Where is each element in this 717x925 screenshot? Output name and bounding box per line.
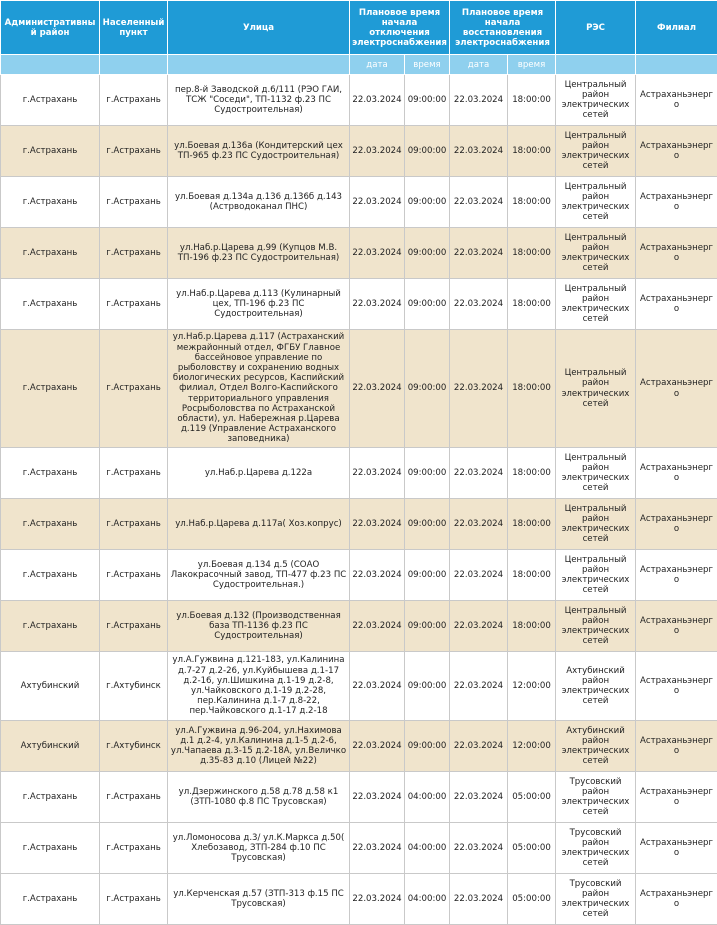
cell-street: пер.8-й Заводской д.6/111 (РЭО ГАИ, ТСЖ "Соседи", ТП-1132 ф.23 ПС Судостроительная) [168,75,350,126]
table-row [1,75,717,126]
cell-on-time: 18:00:00 [508,279,556,330]
table-row [1,177,717,228]
subheader-on-time: время [508,55,556,75]
cell-on-time: 18:00:00 [508,499,556,550]
cell-on-time: 18:00:00 [508,550,556,601]
cell-district: г.Астрахань [1,279,100,330]
cell-on-date: 22.03.2024 [450,448,508,499]
cell-street: ул.Боевая д.134 д.5 (СОАО Лакокрасочный завод, ТП-477 ф.23 ПС Судостроительная.) [168,550,350,601]
cell-on-time: 18:00:00 [508,126,556,177]
header-district: Административный район [1,1,100,55]
cell-locality: г.Астрахань [100,601,168,652]
cell-on-date: 22.03.2024 [450,601,508,652]
cell-branch: Астраханьэнерго [636,874,717,925]
cell-off-time: 04:00:00 [405,823,450,874]
cell-district: г.Астрахань [1,823,100,874]
subheader-row [1,55,717,75]
cell-locality: г.Астрахань [100,330,168,448]
cell-street: ул.Наб.р.Царева д.122а [168,448,350,499]
cell-res: Центральный район электрических сетей [556,75,636,126]
cell-locality: г.Астрахань [100,126,168,177]
subheader-on-date: дата [450,55,508,75]
table-header [1,1,717,75]
cell-district: г.Астрахань [1,330,100,448]
cell-district: г.Астрахань [1,499,100,550]
subheader-blank [1,55,100,75]
cell-off-time: 09:00:00 [405,330,450,448]
cell-branch: Астраханьэнерго [636,330,717,448]
table-row [1,772,717,823]
cell-on-time: 12:00:00 [508,652,556,721]
cell-off-time: 09:00:00 [405,448,450,499]
subheader-blank [168,55,350,75]
cell-on-date: 22.03.2024 [450,228,508,279]
cell-district: Ахтубинский [1,652,100,721]
cell-off-date: 22.03.2024 [350,330,405,448]
cell-district: г.Астрахань [1,874,100,925]
table-row [1,823,717,874]
cell-district: г.Астрахань [1,772,100,823]
cell-branch: Астраханьэнерго [636,652,717,721]
cell-on-time: 18:00:00 [508,177,556,228]
cell-res: Центральный район электрических сетей [556,601,636,652]
header-locality: Населенный пункт [100,1,168,55]
cell-on-time: 05:00:00 [508,874,556,925]
subheader-blank [636,55,717,75]
cell-on-date: 22.03.2024 [450,330,508,448]
header-off-time: Плановое время начала отключения электроснабжения [350,1,450,55]
cell-off-date: 22.03.2024 [350,874,405,925]
cell-locality: г.Астрахань [100,499,168,550]
cell-locality: г.Астрахань [100,279,168,330]
cell-street: ул.Наб.р.Царева д.117 (Астраханский межрайонный отдел, ФГБУ Главное бассейновое управление по рыболовству и сохранению водных биологических ресурсов, Каспийский филиал, Отдел Волго-Каспийского территориального управления Росрыболовства по Астраханской области), ул. Набережная р.Царева д.119 (Управление Астраханского заповедника) [168,330,350,448]
header-restore-time: Плановое время начала восстановления электроснабжения [450,1,556,55]
cell-off-time: 09:00:00 [405,721,450,772]
cell-res: Центральный район электрических сетей [556,330,636,448]
cell-res: Центральный район электрических сетей [556,550,636,601]
cell-locality: г.Астрахань [100,823,168,874]
cell-off-time: 09:00:00 [405,228,450,279]
table-row [1,874,717,925]
cell-off-date: 22.03.2024 [350,228,405,279]
cell-off-time: 09:00:00 [405,499,450,550]
table-row [1,550,717,601]
header-branch: Филиал [636,1,717,55]
cell-branch: Астраханьэнерго [636,177,717,228]
cell-street: ул.Наб.р.Царева д.117а( Хоз.копрус) [168,499,350,550]
cell-on-time: 05:00:00 [508,772,556,823]
subheader-blank [556,55,636,75]
cell-off-date: 22.03.2024 [350,823,405,874]
cell-district: Ахтубинский [1,721,100,772]
table-row [1,126,717,177]
cell-off-date: 22.03.2024 [350,279,405,330]
cell-street: ул.Наб.р.Царева д.113 (Кулинарный цех, ТП-196 ф.23 ПС Судостроительная) [168,279,350,330]
table-row [1,330,717,448]
cell-on-date: 22.03.2024 [450,126,508,177]
cell-district: г.Астрахань [1,177,100,228]
cell-on-date: 22.03.2024 [450,177,508,228]
cell-off-time: 09:00:00 [405,652,450,721]
cell-branch: Астраханьэнерго [636,75,717,126]
cell-off-date: 22.03.2024 [350,177,405,228]
cell-locality: г.Ахтубинск [100,721,168,772]
cell-off-time: 09:00:00 [405,601,450,652]
cell-off-time: 09:00:00 [405,126,450,177]
table-row [1,448,717,499]
cell-street: ул.Боевая д.136а (Кондитерский цех ТП-965 ф.23 ПС Судостроительная) [168,126,350,177]
cell-res: Центральный район электрических сетей [556,126,636,177]
table-row [1,652,717,721]
cell-off-date: 22.03.2024 [350,126,405,177]
header-street: Улица [168,1,350,55]
cell-on-time: 18:00:00 [508,228,556,279]
cell-off-date: 22.03.2024 [350,652,405,721]
cell-off-date: 22.03.2024 [350,721,405,772]
cell-locality: г.Астрахань [100,228,168,279]
cell-on-time: 18:00:00 [508,601,556,652]
cell-off-time: 09:00:00 [405,75,450,126]
cell-res: Трусовский район электрических сетей [556,772,636,823]
table-row [1,601,717,652]
subheader-off-time: время [405,55,450,75]
cell-street: ул.А.Гужвина д.121-183, ул.Калинина д.7-27 д.2-26, ул.Куйбышева д.1-17 д.2-16, ул.Шишкина д.1-19 д.2-8, ул.Чайковского д.1-19 д.2-28, пер.Калинина д.1-7 д.8-22, пер.Чайковского д.1-17 д.2-18 [168,652,350,721]
cell-branch: Астраханьэнерго [636,499,717,550]
cell-on-date: 22.03.2024 [450,874,508,925]
cell-street: ул.Боевая д.134а д.136 д.136б д.143 (Астрводоканал ПНС) [168,177,350,228]
cell-branch: Астраханьэнерго [636,448,717,499]
cell-locality: г.Астрахань [100,550,168,601]
table-row [1,228,717,279]
cell-branch: Астраханьэнерго [636,279,717,330]
cell-district: г.Астрахань [1,228,100,279]
cell-res: Трусовский район электрических сетей [556,874,636,925]
cell-branch: Астраханьэнерго [636,721,717,772]
cell-on-date: 22.03.2024 [450,550,508,601]
cell-on-date: 22.03.2024 [450,499,508,550]
cell-off-date: 22.03.2024 [350,499,405,550]
cell-on-time: 18:00:00 [508,448,556,499]
cell-district: г.Астрахань [1,126,100,177]
cell-off-time: 09:00:00 [405,279,450,330]
cell-off-time: 04:00:00 [405,874,450,925]
header-res: РЭС [556,1,636,55]
cell-res: Центральный район электрических сетей [556,177,636,228]
cell-res: Ахтубинский район электрических сетей [556,721,636,772]
cell-locality: г.Астрахань [100,874,168,925]
cell-on-time: 18:00:00 [508,330,556,448]
cell-branch: Астраханьэнерго [636,126,717,177]
cell-off-time: 04:00:00 [405,772,450,823]
table-row [1,279,717,330]
cell-off-date: 22.03.2024 [350,550,405,601]
cell-district: г.Астрахань [1,75,100,126]
cell-street: ул.Керченская д.57 (ЗТП-313 ф.15 ПС Трусовская) [168,874,350,925]
cell-off-time: 09:00:00 [405,177,450,228]
cell-branch: Астраханьэнерго [636,228,717,279]
cell-on-time: 18:00:00 [508,75,556,126]
cell-locality: г.Астрахань [100,448,168,499]
cell-res: Центральный район электрических сетей [556,499,636,550]
cell-branch: Астраханьэнерго [636,772,717,823]
cell-res: Центральный район электрических сетей [556,279,636,330]
cell-res: Ахтубинский район электрических сетей [556,652,636,721]
cell-street: ул.Боевая д.132 (Производственная база ТП-1136 ф.23 ПС Судостроительная) [168,601,350,652]
cell-off-date: 22.03.2024 [350,772,405,823]
cell-locality: г.Астрахань [100,772,168,823]
cell-locality: г.Астрахань [100,177,168,228]
cell-on-date: 22.03.2024 [450,772,508,823]
subheader-off-date: дата [350,55,405,75]
cell-street: ул.А.Гужвина д.96-204, ул.Нахимова д.1 д.2-4, ул.Калинина д.1-5 д.2-6, ул.Чапаева д.3-15 д.2-18А, ул.Величко д.35-83 д.10 (Лицей №22) [168,721,350,772]
cell-street: ул.Наб.р.Царева д.99 (Купцов М.В. ТП-196 ф.23 ПС Судостроительная) [168,228,350,279]
cell-on-time: 12:00:00 [508,721,556,772]
cell-district: г.Астрахань [1,448,100,499]
subheader-blank [100,55,168,75]
cell-on-date: 22.03.2024 [450,75,508,126]
cell-district: г.Астрахань [1,601,100,652]
cell-on-date: 22.03.2024 [450,823,508,874]
cell-locality: г.Ахтубинск [100,652,168,721]
cell-branch: Астраханьэнерго [636,823,717,874]
cell-on-time: 05:00:00 [508,823,556,874]
cell-off-time: 09:00:00 [405,550,450,601]
cell-on-date: 22.03.2024 [450,279,508,330]
cell-branch: Астраханьэнерго [636,550,717,601]
cell-res: Центральный район электрических сетей [556,228,636,279]
header-row [1,1,717,55]
cell-street: ул.Ломоносова д.3/ ул.К.Маркса д.50( Хлебозавод, ЗТП-284 ф.10 ПС Трусовская) [168,823,350,874]
cell-locality: г.Астрахань [100,75,168,126]
cell-off-date: 22.03.2024 [350,448,405,499]
cell-res: Центральный район электрических сетей [556,448,636,499]
cell-district: г.Астрахань [1,550,100,601]
cell-street: ул.Дзержинского д.58 д.78 д.58 к1 (ЗТП-1080 ф.8 ПС Трусовская) [168,772,350,823]
table-row [1,721,717,772]
cell-off-date: 22.03.2024 [350,601,405,652]
cell-on-date: 22.03.2024 [450,721,508,772]
cell-on-date: 22.03.2024 [450,652,508,721]
table-row [1,499,717,550]
cell-branch: Астраханьэнерго [636,601,717,652]
table-body [1,75,717,925]
cell-off-date: 22.03.2024 [350,75,405,126]
cell-res: Трусовский район электрических сетей [556,823,636,874]
